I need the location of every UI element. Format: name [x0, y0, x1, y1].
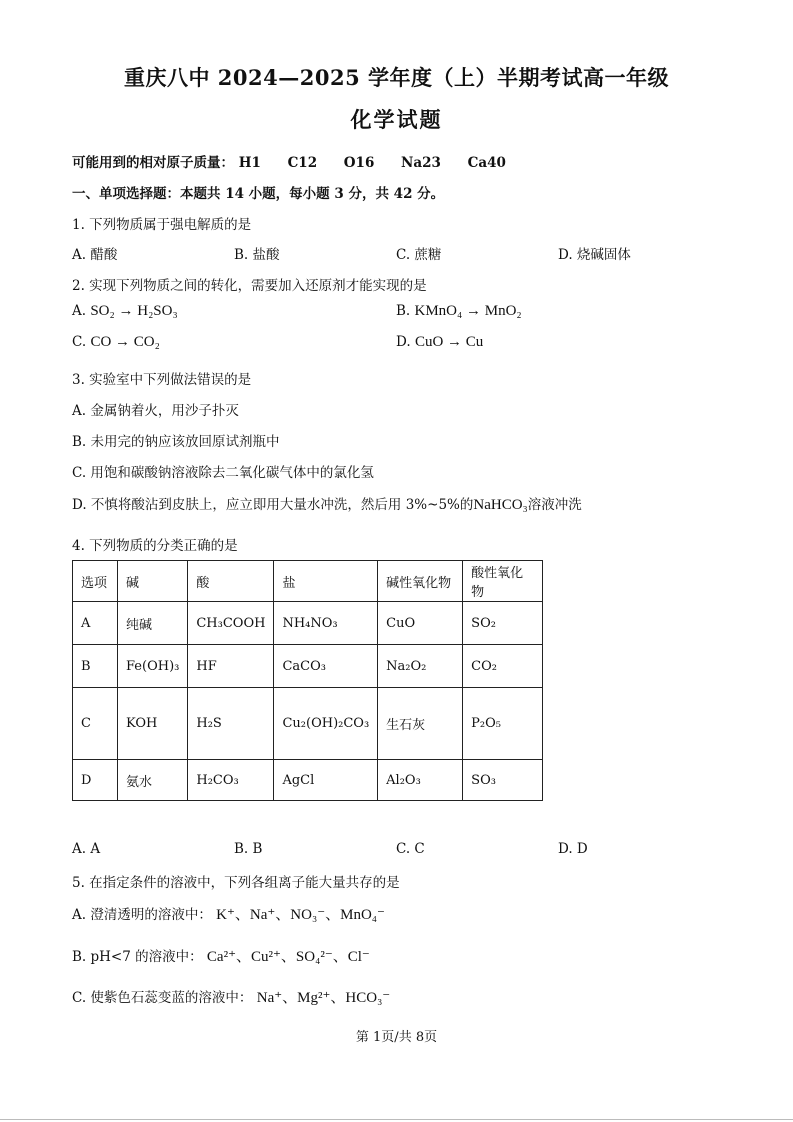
atomic-mass-ca: Ca40 [467, 155, 506, 171]
atomic-mass-na: Na23 [401, 155, 441, 171]
q3-option-d-formula: NaHCO₃ [473, 497, 528, 513]
q2-option-c [72, 334, 160, 351]
table-cell: CaCO₃ [274, 645, 378, 688]
atomic-mass-o: O16 [343, 155, 375, 171]
table-cell: CO₂ [463, 645, 543, 688]
table-cell: SO₂ [463, 602, 543, 645]
table-cell: Cu₂(OH)₂CO₃ [274, 688, 378, 760]
table-cell: Fe(OH)₃ [118, 645, 188, 688]
section-heading: 一、单项选择题：本题共 14 小题，每小题 3 分，共 42 分。 [72, 186, 445, 202]
table-header-cell: 盐 [274, 561, 378, 602]
q4-stem: 4. 下列物质的分类正确的是 [72, 538, 238, 554]
q3-option-d-text: D. 不慎将酸沾到皮肤上，应立即用大量水冲洗，然后用 3%~5%的 [72, 497, 474, 513]
q2-option-c-label: C. [72, 334, 87, 350]
q5-option-a [72, 903, 385, 924]
table-cell: AgCl [274, 760, 378, 801]
table-cell: Na₂O₂ [378, 645, 463, 688]
page-number: 第 1页/共 8页 [355, 1030, 438, 1045]
q2-option-a [72, 303, 178, 320]
table-cell: H₂S [188, 688, 274, 760]
q3-option-b: B. 未用完的钠应该放回原试剂瓶中 [72, 434, 280, 450]
q3-option-d-tail: 溶液冲洗 [527, 497, 582, 513]
table-cell: 氨水 [118, 760, 188, 801]
classification-table [72, 560, 543, 801]
table-row [73, 602, 543, 645]
table-cell: H₂CO₃ [188, 760, 274, 801]
q2-option-a-formula: SO₂ → H₂SO₃ [90, 303, 178, 319]
page-bottom-divider [0, 1119, 793, 1120]
q5-option-c-text: C. 使紫色石蕊变蓝的溶液中： [72, 990, 253, 1006]
q5-option-c [72, 986, 390, 1007]
q2-option-b-formula: KMnO₄ → MnO₂ [414, 303, 522, 319]
atomic-mass-h: H1 [238, 155, 261, 171]
q2-option-c-formula: CO → CO₂ [90, 334, 160, 350]
q2-option-b [396, 303, 522, 320]
q4-option-c: C. C [396, 841, 425, 857]
q5-option-c-ions: Na⁺、Mg²⁺、HCO₃⁻ [256, 990, 391, 1006]
q5-option-a-text: A. 澄清透明的溶液中： [72, 907, 212, 923]
atomic-mass-c: C12 [287, 155, 318, 171]
table-cell: B [73, 645, 118, 688]
table-header-cell: 碱性氧化物 [378, 561, 463, 602]
page-title: 重庆八中 2024—2025 学年度（上）半期考试高一年级 [123, 65, 669, 90]
page-subtitle: 化学试题 [350, 107, 443, 132]
q3-option-d [72, 493, 582, 514]
table-cell: CH₃COOH [188, 602, 274, 645]
table-cell: HF [188, 645, 274, 688]
q2-option-a-label: A. [72, 303, 87, 319]
atomic-mass-label: 可能用到的相对原子质量： [72, 155, 234, 171]
table-cell: 生石灰 [378, 688, 463, 760]
table-cell: A [73, 602, 118, 645]
q2-option-d-label: D. [396, 334, 411, 350]
table-cell: KOH [118, 688, 188, 760]
q5-option-b-ions: Ca²⁺、Cu²⁺、SO₄²⁻、Cl⁻ [206, 949, 370, 965]
table-row [73, 645, 543, 688]
q5-stem: 5. 在指定条件的溶液中，下列各组离子能大量共存的是 [72, 875, 400, 891]
table-cell: SO₃ [463, 760, 543, 801]
table-cell: C [73, 688, 118, 760]
q3-option-c: C. 用饱和碳酸钠溶液除去二氧化碳气体中的氯化氢 [72, 465, 374, 481]
q3-stem: 3. 实验室中下列做法错误的是 [72, 372, 252, 388]
q1-option-c: C. 蔗糖 [396, 247, 442, 263]
table-cell: Al₂O₃ [378, 760, 463, 801]
table-row [73, 688, 543, 760]
q1-option-d: D. 烧碱固体 [558, 247, 631, 263]
table-cell: 纯碱 [118, 602, 188, 645]
table-cell: D [73, 760, 118, 801]
q3-option-a: A. 金属钠着火，用沙子扑灭 [72, 403, 239, 419]
q5-option-b [72, 945, 370, 966]
q1-stem: 1. 下列物质属于强电解质的是 [72, 217, 252, 233]
q4-option-a: A. A [72, 841, 101, 857]
table-cell: P₂O₅ [463, 688, 543, 760]
table-cell: CuO [378, 602, 463, 645]
q5-option-b-text: B. pH<7 的溶液中： [72, 949, 203, 965]
q5-option-a-ions: K⁺、Na⁺、NO₃⁻、MnO₄⁻ [216, 907, 385, 923]
table-header-row [73, 561, 543, 602]
table-row [73, 760, 543, 801]
q4-option-d: D. D [558, 841, 588, 857]
q4-option-b: B. B [234, 841, 263, 857]
q2-option-d-formula: CuO → Cu [414, 334, 484, 350]
q1-option-b: B. 盐酸 [234, 247, 280, 263]
q2-option-b-label: B. [396, 303, 411, 319]
table-cell: NH₄NO₃ [274, 602, 378, 645]
q1-option-a: A. 醋酸 [72, 247, 118, 263]
table-header-cell: 酸性氧化物 [463, 561, 543, 602]
table-header-cell: 酸 [188, 561, 274, 602]
q2-stem: 2. 实现下列物质之间的转化，需要加入还原剂才能实现的是 [72, 278, 427, 294]
table-header-cell: 选项 [73, 561, 118, 602]
table-header-cell: 碱 [118, 561, 188, 602]
q2-option-d [396, 334, 483, 351]
atomic-mass-line [72, 151, 506, 171]
